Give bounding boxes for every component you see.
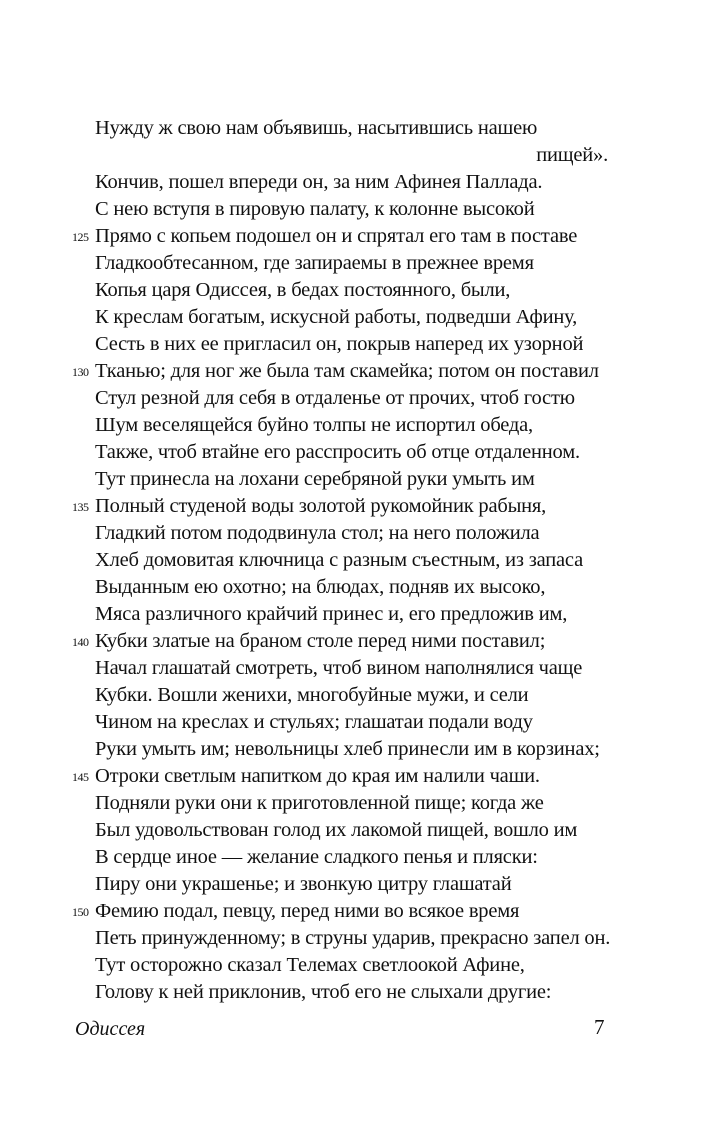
line-text: Гладкий потом пододвинула стол; на него положила — [95, 522, 540, 544]
poem-line — [95, 736, 615, 763]
page-number: 7 — [594, 1015, 605, 1039]
poem-line — [95, 871, 615, 898]
line-text: Петь принужденному; в струны ударив, прекрасно запел он. — [95, 927, 611, 949]
poem-text-block — [72, 115, 615, 1006]
line-text: Голову к ней приклонив, чтоб его не слыхали другие: — [95, 981, 552, 1003]
line-text: Пиру они украшенье; и звонкую цитру глашатай — [95, 873, 512, 895]
footer-title: Одиссея — [75, 1018, 146, 1040]
poem-line — [72, 763, 615, 790]
line-number: 135 — [72, 500, 89, 514]
line-text: Нужду ж свою нам объявишь, насытившись нашею — [95, 117, 538, 139]
line-text: Отроки светлым напитком до края им налили чаши. — [95, 765, 540, 787]
poem-line — [95, 601, 615, 628]
poem-line — [95, 952, 615, 979]
line-number: 150 — [72, 905, 89, 919]
line-text: К креслам богатым, искусной работы, подведши Афину, — [95, 306, 578, 328]
poem-line — [72, 493, 615, 520]
line-text: Гладкообтесанном, где запираемы в прежнее время — [95, 252, 534, 274]
poem-line — [95, 277, 615, 304]
line-text: Шум веселящейся буйно толпы не испортил обеда, — [95, 414, 533, 436]
line-text: Начал глашатай смотреть, чтоб вином наполнялися чаще — [95, 657, 583, 679]
poem-line — [95, 466, 615, 493]
line-text: Полный студеной воды золотой рукомойник рабыня, — [95, 495, 547, 517]
line-number: 130 — [72, 365, 89, 379]
poem-line — [95, 250, 615, 277]
line-text: Кубки златые на браном столе перед ними поставил; — [95, 630, 546, 652]
line-number: 145 — [72, 770, 89, 784]
line-text: Руки умыть им; невольницы хлеб принесли им в корзинах; — [95, 738, 600, 760]
line-text: Кончив, пошел впереди он, за ним Афинея Паллада. — [95, 171, 543, 193]
poem-line — [95, 196, 615, 223]
line-text: Чином на креслах и стульях; глашатаи подали воду — [95, 711, 533, 733]
poem-line — [95, 547, 615, 574]
line-text: Тут принесла на лохани серебряной руки умыть им — [95, 468, 535, 490]
line-text: Тканью; для ног же была там скамейка; потом он поставил — [95, 360, 599, 382]
poem-line — [95, 979, 615, 1006]
poem-line — [95, 844, 615, 871]
line-text: Сесть в них ее пригласил он, покрыв наперед их узорной — [95, 333, 584, 355]
poem-line — [95, 412, 615, 439]
poem-line — [95, 331, 615, 358]
poem-line — [95, 682, 615, 709]
poem-line — [95, 790, 615, 817]
poem-line — [95, 655, 615, 682]
line-number: 125 — [72, 230, 89, 244]
poem-line — [72, 223, 615, 250]
line-text: Копья царя Одиссея, в бедах постоянного, были, — [95, 279, 511, 301]
poem-line — [72, 628, 615, 655]
poem-line — [72, 358, 615, 385]
poem-line — [95, 169, 615, 196]
poem-line — [95, 142, 608, 169]
line-text: Подняли руки они к приготовленной пище; когда же — [95, 792, 544, 814]
poem-line — [95, 520, 615, 547]
poem-line — [95, 925, 615, 952]
line-text: Тут осторожно сказал Телемах светлоокой Афине, — [95, 954, 525, 976]
line-text: Был удовольствован голод их лакомой пищей, вошло им — [95, 819, 578, 841]
poem-line — [95, 817, 615, 844]
line-text: Стул резной для себя в отдаленье от прочих, чтоб гостю — [95, 387, 575, 409]
line-text: Мяса различного крайчий принес и, его предложив им, — [95, 603, 568, 625]
line-text: В сердце иное — желание сладкого пенья и пляски: — [95, 846, 538, 868]
poem-line — [95, 709, 615, 736]
line-text: Выданным ею охотно; на блюдах, подняв их высоко, — [95, 576, 546, 598]
line-number: 140 — [72, 635, 89, 649]
poem-line — [95, 115, 615, 142]
poem-line — [72, 898, 615, 925]
line-text: Хлеб домовитая ключница с разным съестным, из запаса — [95, 549, 583, 571]
poem-line — [95, 385, 615, 412]
line-text: С нею вступя в пировую палату, к колонне высокой — [95, 198, 535, 220]
line-text: Прямо с копьем подошел он и спрятал его там в поставе — [95, 225, 578, 247]
poem-line — [95, 574, 615, 601]
line-text: Кубки. Вошли женихи, многобуйные мужи, и сели — [95, 684, 529, 706]
poem-line — [95, 304, 615, 331]
poem-line — [95, 439, 615, 466]
line-text: пищей». — [536, 144, 608, 166]
line-text: Также, чтоб втайне его расспросить об отце отдаленном. — [95, 441, 580, 463]
line-text: Фемию подал, певцу, перед ними во всякое время — [95, 900, 520, 922]
